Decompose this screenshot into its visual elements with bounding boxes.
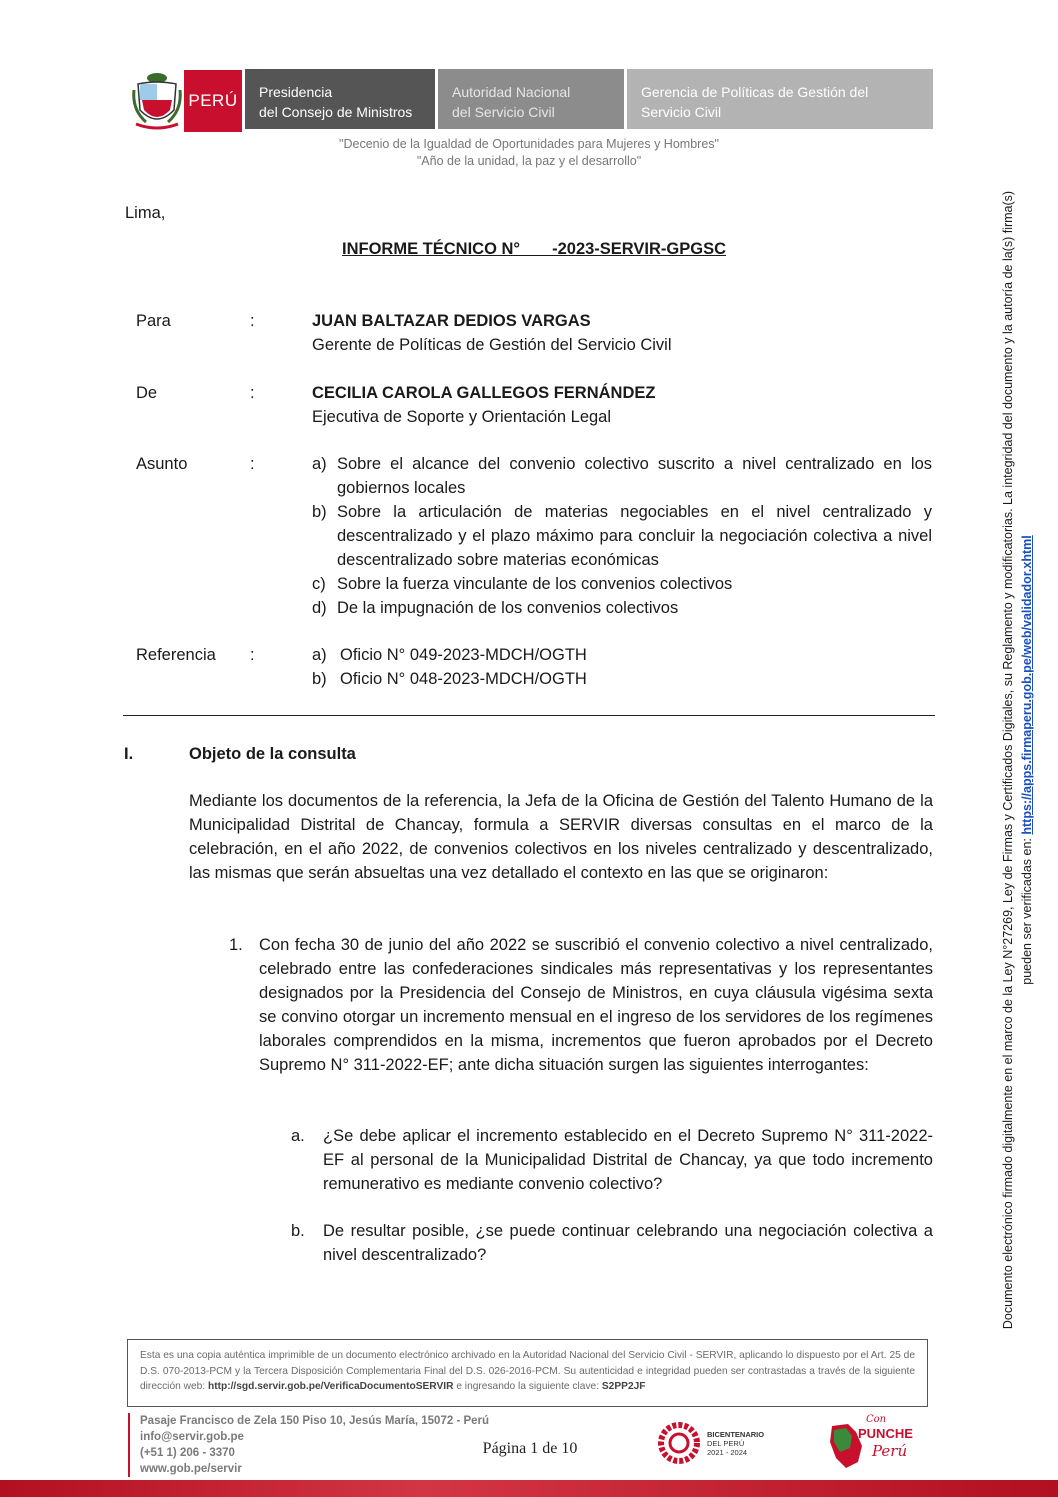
asunto-item (312, 596, 932, 620)
item1-paragraph: Con fecha 30 de junio del año 2022 se suscribió el convenio colectivo a nivel centralizado, celebrado entre las confederaciones sindicales más representativas y los representantes designados por la Presidencia del Consejo de Ministros, en cuya cláusula vigésima sexta se convino otorgar un incremento mensual en el ingreso de los servidores de los regímenes laborales comprendidos en la misma, incrementos que fueron aprobados por el Decreto Supremo N° 311-2022-EF; ante dicha situación surgen las siguientes interrogantes: (259, 936, 933, 1074)
referencia-item (312, 643, 932, 667)
asunto-item-marker: b) (312, 503, 327, 521)
page-number: Página 1 de 10 (482, 1440, 578, 1457)
digital-signature-line1: Documento electrónico firmado digitalmente en el marco de la Ley N°27269, Ley de Firmas y Certificados Digitales, su Reglamento y modificatorias. La integridad del documento y la autoría de la(s) firma(s) (1001, 190, 1015, 1330)
digital-signature-note (999, 60, 1043, 1460)
header-block-servir (438, 69, 624, 129)
question-b-marker: b. (291, 1222, 305, 1240)
place-line: Lima, (125, 204, 166, 222)
bicentenario-logo (657, 1418, 787, 1468)
punche-line3: Perú (872, 1442, 908, 1460)
referencia-list (312, 643, 932, 691)
bicentenario-line3: 2021 - 2024 (707, 1448, 748, 1457)
referencia-item (312, 667, 932, 691)
bicentenario-icon (657, 1421, 701, 1465)
de-name: CECILIA CAROLA GALLEGOS FERNÁNDEZ (312, 384, 656, 402)
para-value (312, 309, 934, 357)
question-b-text: De resultar posible, ¿se puede continuar celebrando una negociación colectiva a nivel descentralizado? (323, 1222, 933, 1264)
authenticity-notice-text-2: e ingresando la siguiente clave: (456, 1381, 600, 1392)
para-role: Gerente de Políticas de Gestión del Servicio Civil (312, 336, 672, 354)
header-block-pcm (245, 69, 435, 129)
bottom-color-bar (0, 1480, 1058, 1497)
item1-marker: 1. (229, 936, 243, 954)
contact-block (128, 1413, 489, 1477)
motto-decade: "Decenio de la Igualdad de Oportunidades para Mujeres y Hombres" (339, 137, 719, 151)
de-role: Ejecutiva de Soporte y Orientación Legal (312, 408, 612, 426)
motto-year: "Año de la unidad, la paz y el desarrollo" (416, 154, 642, 168)
para-label: Para (136, 312, 171, 330)
referencia-colon: : (250, 646, 255, 664)
de-label: De (136, 384, 158, 402)
de-colon: : (250, 384, 255, 402)
asunto-item (312, 500, 932, 572)
verification-key: S2PP2JF (601, 1381, 646, 1392)
asunto-list (312, 452, 932, 620)
header-block-pcm-line1: Presidencia (259, 84, 333, 100)
section-title: Objeto de la consulta (189, 745, 356, 763)
question-a-marker: a. (291, 1127, 305, 1145)
con-punche-peru-logo (826, 1414, 932, 1474)
bicentenario-line2: DEL PERÚ (707, 1439, 745, 1448)
contact-phone: (+51 1) 206 - 3370 (140, 1447, 235, 1459)
referencia-item-text: Oficio N° 049-2023-MDCH/OGTH (340, 646, 587, 664)
asunto-item-text: Sobre la fuerza vinculante de los convenios colectivos (337, 575, 733, 593)
contact-address: Pasaje Francisco de Zela 150 Piso 10, Jesús María, 15072 - Perú (140, 1415, 490, 1427)
digital-signature-line2 (1018, 60, 1037, 1460)
asunto-item (312, 572, 932, 596)
asunto-item-text: Sobre el alcance del convenio colectivo suscrito a nivel centralizado en los gobiernos locales (337, 455, 932, 497)
header-block-servir-line2: del Servicio Civil (452, 104, 555, 120)
referencia-item-text: Oficio N° 048-2023-MDCH/OGTH (340, 670, 587, 688)
asunto-colon: : (250, 455, 255, 473)
question-a-text: ¿Se debe aplicar el incremento establecido en el Decreto Supremo N° 311-2022-EF al personal de la Municipalidad Distrital de Chancay, ya que todo incremento remunerativo es mediante convenio colectivo? (323, 1127, 933, 1193)
asunto-item (312, 452, 932, 500)
section-number: I. (124, 745, 134, 763)
asunto-label: Asunto (136, 455, 188, 473)
coat-of-arms-icon (132, 70, 182, 132)
contact-email[interactable]: info@servir.gob.pe (140, 1431, 244, 1443)
referencia-item-marker: b) (312, 670, 327, 688)
peru-logo (184, 70, 242, 132)
verification-url[interactable]: http://sgd.servir.gob.pe/VerificaDocumentoSERVIR (207, 1381, 454, 1392)
authenticity-notice (127, 1339, 928, 1407)
header-block-gerencia-line2: Servicio Civil (641, 104, 722, 120)
peru-logo-text: PERÚ (188, 91, 238, 110)
header-block-pcm-line2: del Consejo de Ministros (259, 104, 413, 120)
asunto-item-text: De la impugnación de los convenios colectivos (337, 599, 679, 617)
authenticity-notice-text: Esta es una copia auténtica imprimible de un documento electrónico archivado en la Autoridad Nacional del Servicio Civil - SERVIR, aplicando lo dispuesto por el Art. 25 de D.S. 070-2013-PCM y la Tercera Disposición Complementaria Final del D.S. 026-2016-PCM. Su autenticidad e integridad pueden ser contrastadas a través de la siguiente dirección web: (140, 1350, 915, 1392)
section-intro-paragraph: Mediante los documentos de la referencia, la Jefa de la Oficina de Gestión del Talento Humano de la Municipalidad Distrital de Chancay, formula a SERVIR diversas consultas en el marco de la celebración, en el año 2022, de convenios colectivos en los niveles centralizado y descentralizado, las mismas que serán absueltas una vez detallado el contexto en las que se originaron: (189, 792, 933, 882)
header-block-gerencia-line1: Gerencia de Políticas de Gestión del (641, 84, 869, 100)
validator-link[interactable]: https://apps.firmaperu.gob.pe/web/validador.xhtml (1020, 535, 1034, 835)
header-block-servir-line1: Autoridad Nacional (452, 84, 571, 100)
punche-line1: Con (866, 1414, 887, 1425)
asunto-item-marker: c) (312, 575, 326, 593)
bicentenario-text (707, 1430, 764, 1457)
bicentenario-line1: BICENTENARIO (707, 1430, 765, 1439)
header-block-gerencia (627, 69, 933, 129)
asunto-item-marker: a) (312, 455, 327, 473)
header-divider (123, 715, 935, 716)
digital-signature-line2-text: pueden ser verificadas en: (1020, 838, 1034, 985)
referencia-item-marker: a) (312, 646, 327, 664)
punche-line2: PUNCHE (858, 1426, 913, 1441)
para-name: JUAN BALTAZAR DEDIOS VARGAS (312, 312, 591, 330)
asunto-item-marker: d) (312, 599, 327, 617)
asunto-item-text: Sobre la articulación de materias negociables en el nivel centralizado y descentralizado y el plazo máximo para concluir la negociación colectiva a nivel descentralizado sobre materias económicas (337, 503, 932, 569)
para-colon: : (250, 312, 255, 330)
report-title: INFORME TÉCNICO N° -2023-SERVIR-GPGSC (342, 240, 727, 258)
de-value (312, 381, 934, 429)
referencia-label: Referencia (136, 646, 216, 664)
contact-web[interactable]: www.gob.pe/servir (140, 1463, 242, 1475)
